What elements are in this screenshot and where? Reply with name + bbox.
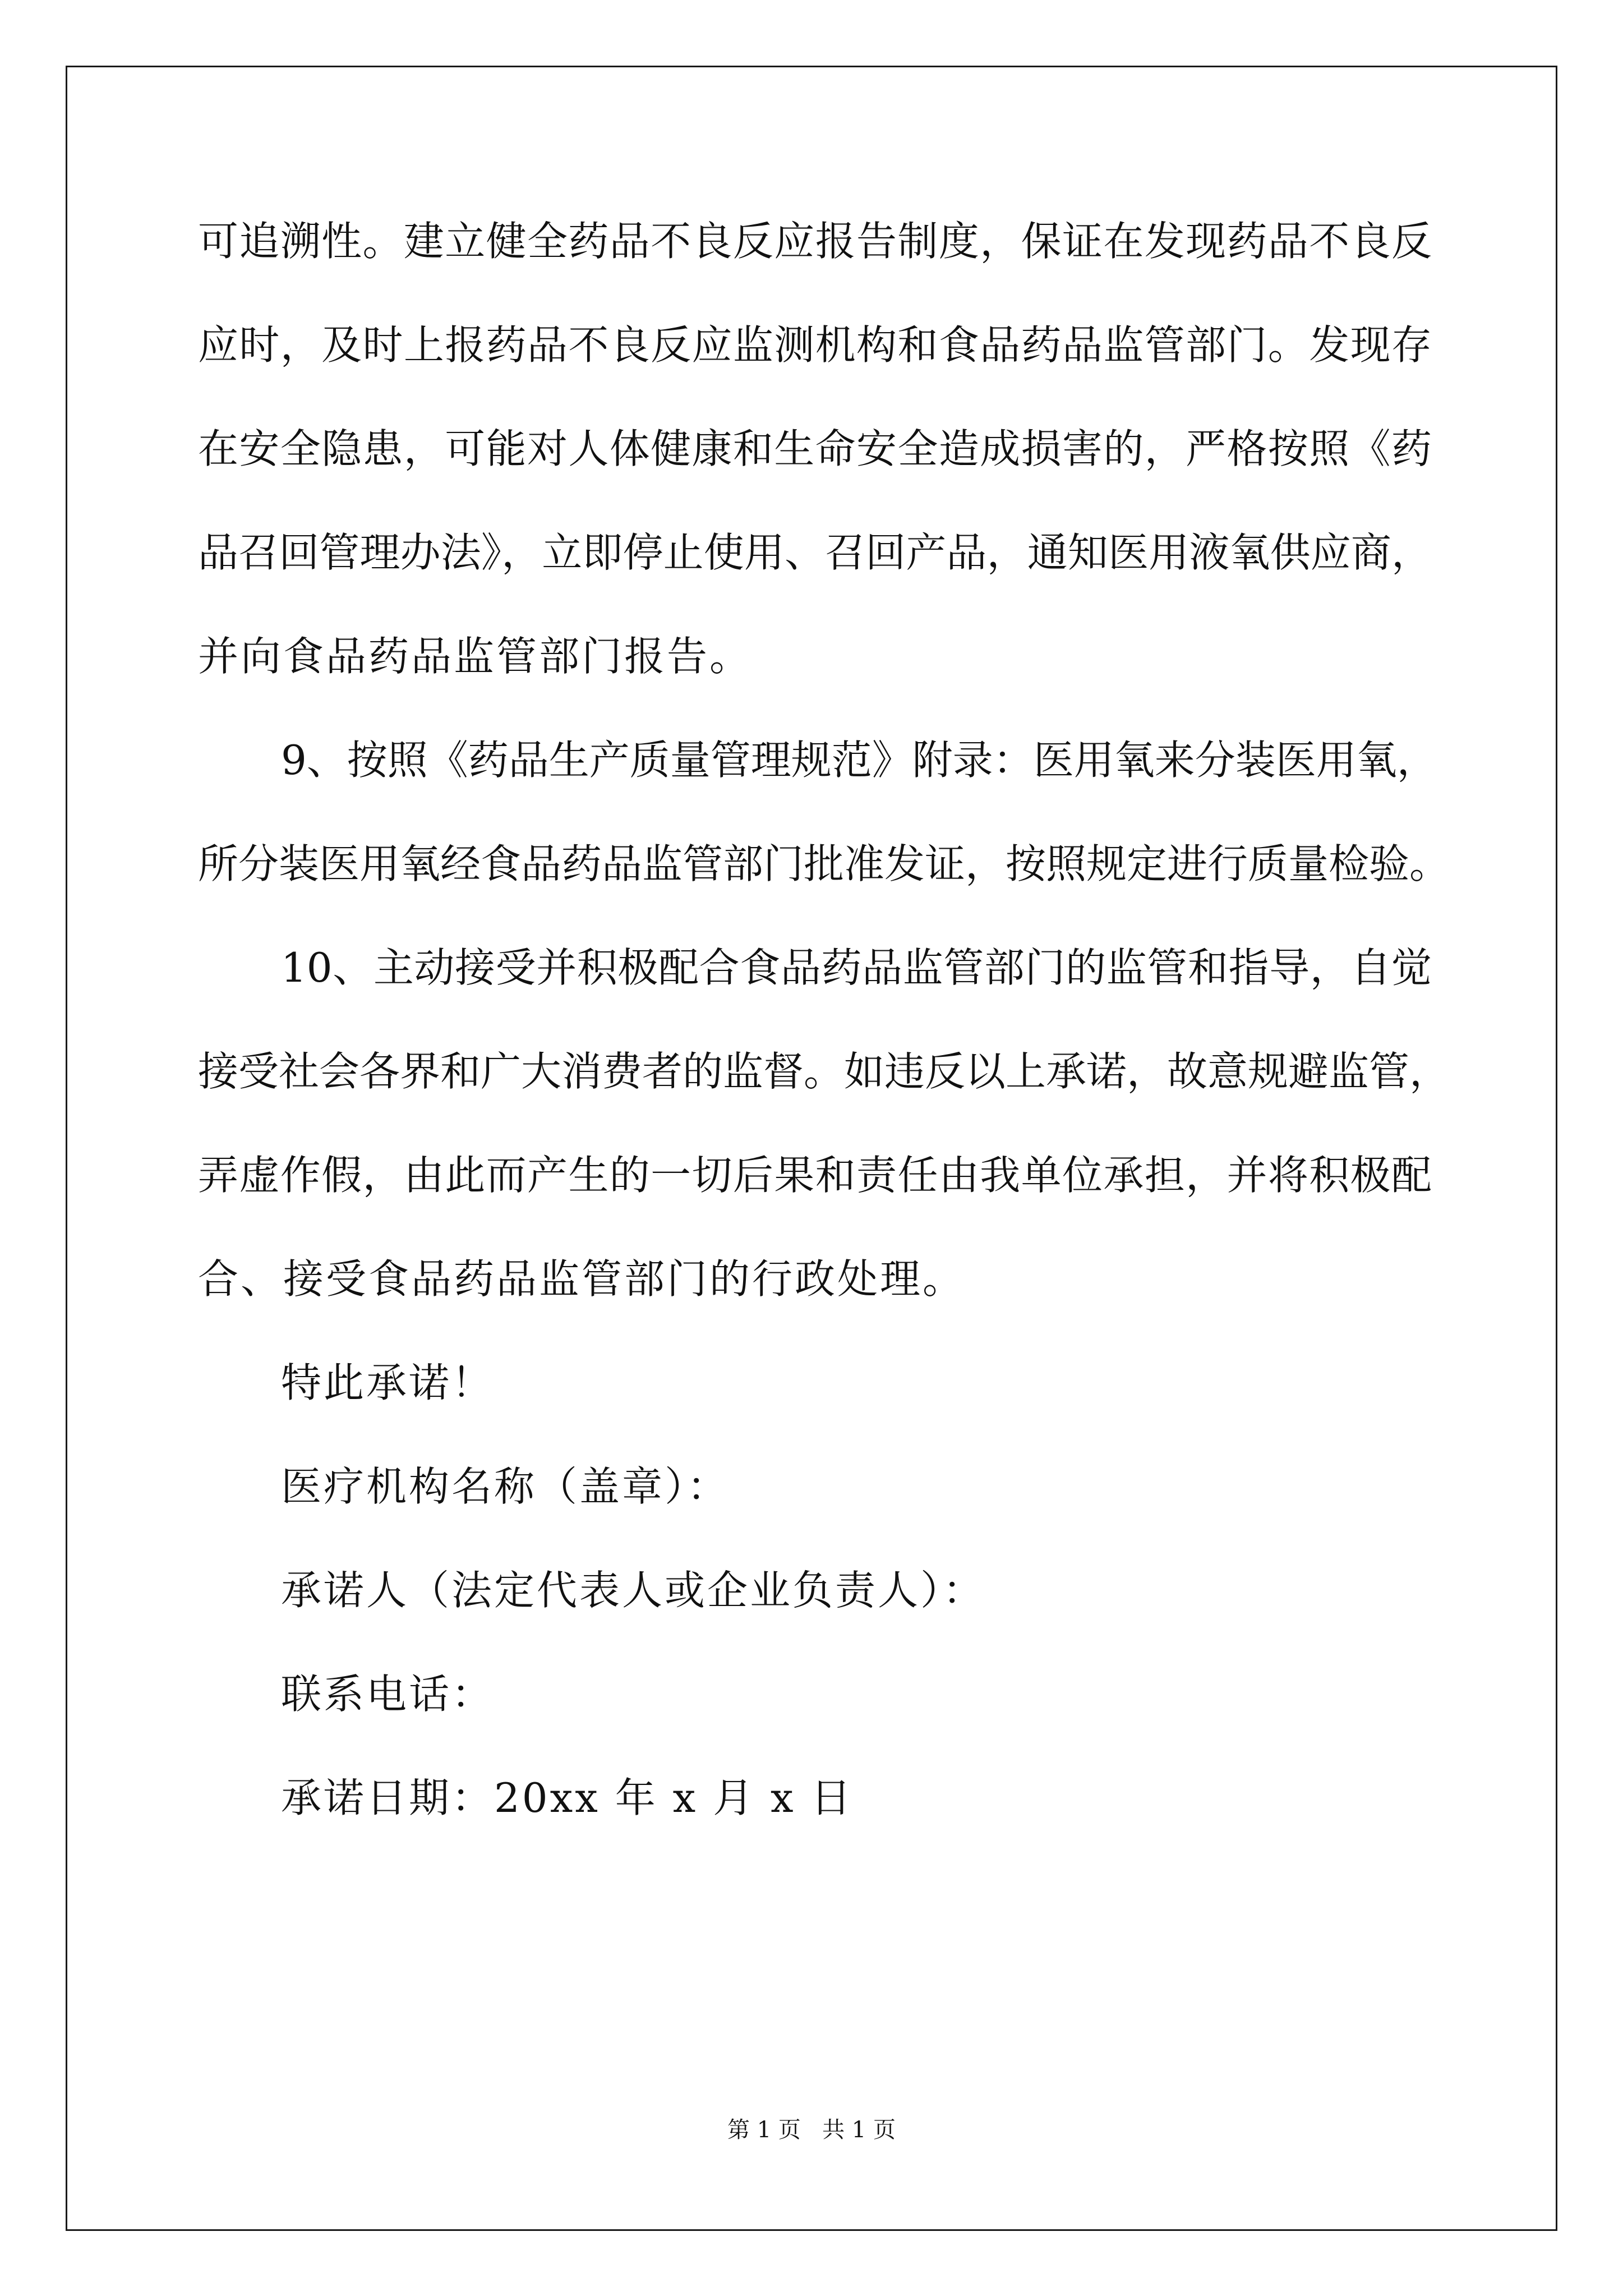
paragraph-line: 在安全隐患，可能对人体健康和生命安全造成损害的，严格按照《药 <box>198 425 1432 472</box>
promisor-field: 承诺人（法定代表人或企业负责人）： <box>281 1567 986 1614</box>
paragraph-line: 可追溯性。建立健全药品不良反应报告制度，保证在发现药品不良反 <box>198 218 1432 265</box>
paragraph-line: 品召回管理办法》，立即停止使用、召回产品，通知医用液氧供应商， <box>198 529 1432 576</box>
paragraph-10-line: 接受社会各界和广大消费者的监督。如违反以上承诺，故意规避监管， <box>198 1048 1450 1095</box>
institution-name-field: 医疗机构名称（盖章）： <box>281 1463 730 1510</box>
closing-statement: 特此承诺！ <box>281 1359 495 1406</box>
paragraph-9-line: 所分装医用氧经食品药品监管部门批准发证，按照规定进行质量检验。 <box>198 840 1450 887</box>
paragraph-9-line: 9、按照《药品生产质量管理规范》附录：医用氧来分装医用氧， <box>281 737 1437 784</box>
paragraph-10-line: 弄虚作假，由此而产生的一切后果和责任由我单位承担，并将积极配 <box>198 1152 1432 1199</box>
paragraph-line: 并向食品药品监管部门报告。 <box>198 633 753 680</box>
paragraph-line: 应时，及时上报药品不良反应监测机构和食品药品监管部门。发现存 <box>198 321 1432 369</box>
paragraph-10-line: 10、主动接受并积极配合食品药品监管部门的监管和指导，自觉 <box>281 944 1432 991</box>
promise-date-field: 承诺日期：20xx 年 x 月 x 日 <box>281 1774 854 1821</box>
page-number-footer: 第 1 页 共 1 页 <box>727 2117 896 2143</box>
paragraph-10-line: 合、接受食品药品监管部门的行政处理。 <box>198 1255 966 1303</box>
contact-phone-field: 联系电话： <box>281 1671 495 1718</box>
